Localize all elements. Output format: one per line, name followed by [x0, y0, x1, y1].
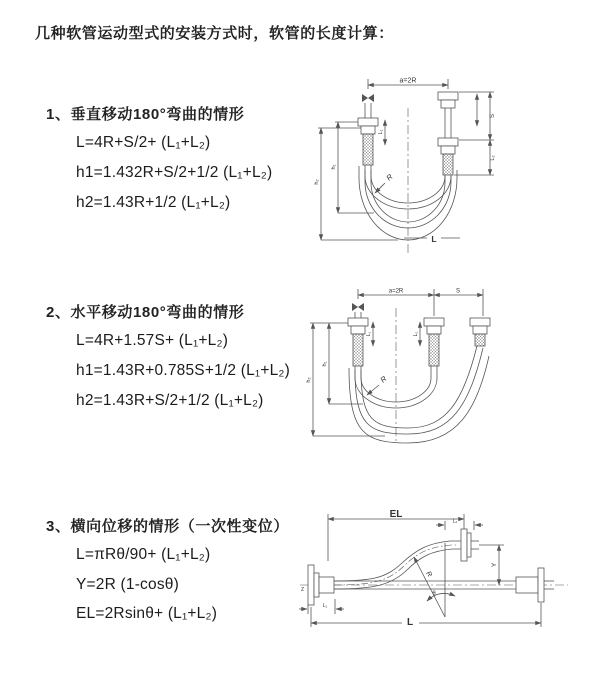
section-2-formula-h1: h1=1.43R+0.785S+1/2 (L₁+L₂) — [76, 362, 290, 379]
hose-braid — [363, 134, 373, 165]
label-h2: h₂ — [314, 179, 320, 185]
hose-outline — [355, 348, 483, 434]
section-3-formula-Y: Y=2R (1-cosθ) — [76, 576, 179, 593]
pipe-flange — [438, 138, 458, 146]
section-3-formula-EL: EL=2Rsinθ+ (L₁+L₂) — [76, 605, 218, 622]
label-z: Z — [301, 587, 305, 593]
section-2-heading: 2、水平移动180°弯曲的情形 — [46, 304, 245, 321]
section-2-formula-L: L=4R+1.57S+ (L₁+L₂) — [76, 332, 229, 349]
label-l1: L₁ — [378, 129, 384, 135]
diagram-horizontal-180-bend — [305, 278, 515, 453]
pipe-nut — [361, 126, 375, 134]
label-l2: L₂ — [490, 155, 496, 161]
pipe-fitting-left — [348, 318, 368, 366]
angle-arc — [427, 593, 455, 601]
section-1-heading: 1、垂直移动180°弯曲的情形 — [46, 106, 245, 123]
label-l2: L₂ — [452, 518, 458, 525]
pipe-fitting-right — [470, 318, 490, 346]
pipe-nut — [441, 146, 455, 154]
label-a2r: a=2R — [399, 77, 417, 85]
label-r: R — [424, 570, 433, 579]
flange-left — [308, 565, 334, 605]
section-1-formula-L: L=4R+S/2+ (L₁+L₂) — [76, 134, 211, 151]
pipe-flange — [358, 118, 378, 126]
label-l1: L₁ — [322, 603, 328, 609]
page-title: 几种软管运动型式的安装方式时，软管的长度计算： — [35, 25, 394, 42]
diagram-lateral-displacement — [298, 505, 588, 650]
valve-icon — [362, 94, 374, 102]
pipe-nut — [441, 100, 455, 108]
label-l: L — [406, 617, 414, 628]
label-el: EL — [389, 509, 403, 520]
label-r: R — [384, 172, 395, 183]
diagram-vertical-180-bend — [308, 70, 508, 260]
pipe-flange — [438, 92, 458, 100]
hose-outline — [349, 356, 489, 443]
flange-upper — [461, 529, 479, 561]
label-l1: L₁ — [366, 331, 372, 337]
label-y: Y — [491, 562, 498, 568]
label-s: S — [455, 288, 461, 295]
hose-outline — [334, 549, 461, 589]
section-2-formula-h2: h2=1.43R+S/2+1/2 (L₁+L₂) — [76, 392, 264, 409]
pipe-fitting-middle — [424, 318, 444, 366]
label-h2: h₂ — [306, 377, 312, 383]
valve-icon — [352, 303, 364, 311]
label-h1: h₁ — [322, 361, 328, 367]
hose-outline — [361, 346, 477, 428]
section-3-formula-L: L=πRθ/90+ (L₁+L₂) — [76, 546, 211, 563]
section-3-heading: 3、横向位移的情形（一次性变位） — [46, 518, 289, 535]
hose-braid — [443, 154, 453, 175]
label-theta: θ — [432, 591, 436, 597]
hose-outline — [334, 541, 461, 581]
radius-leader — [367, 385, 379, 395]
flange-right — [516, 568, 554, 602]
radius-leader — [375, 183, 385, 193]
label-a2r: a=2R — [388, 288, 404, 295]
label-s: S — [490, 113, 496, 119]
label-r: R — [378, 374, 389, 385]
label-h1: h₁ — [331, 164, 337, 170]
section-1-formula-h2: h2=1.43R+1/2 (L₁+L₂) — [76, 194, 231, 211]
label-l: L — [431, 234, 437, 244]
radius-line — [414, 557, 445, 617]
label-l2: L₂ — [413, 331, 419, 337]
section-1-formula-h1: h1=1.432R+S/2+1/2 (L₁+L₂) — [76, 164, 273, 181]
